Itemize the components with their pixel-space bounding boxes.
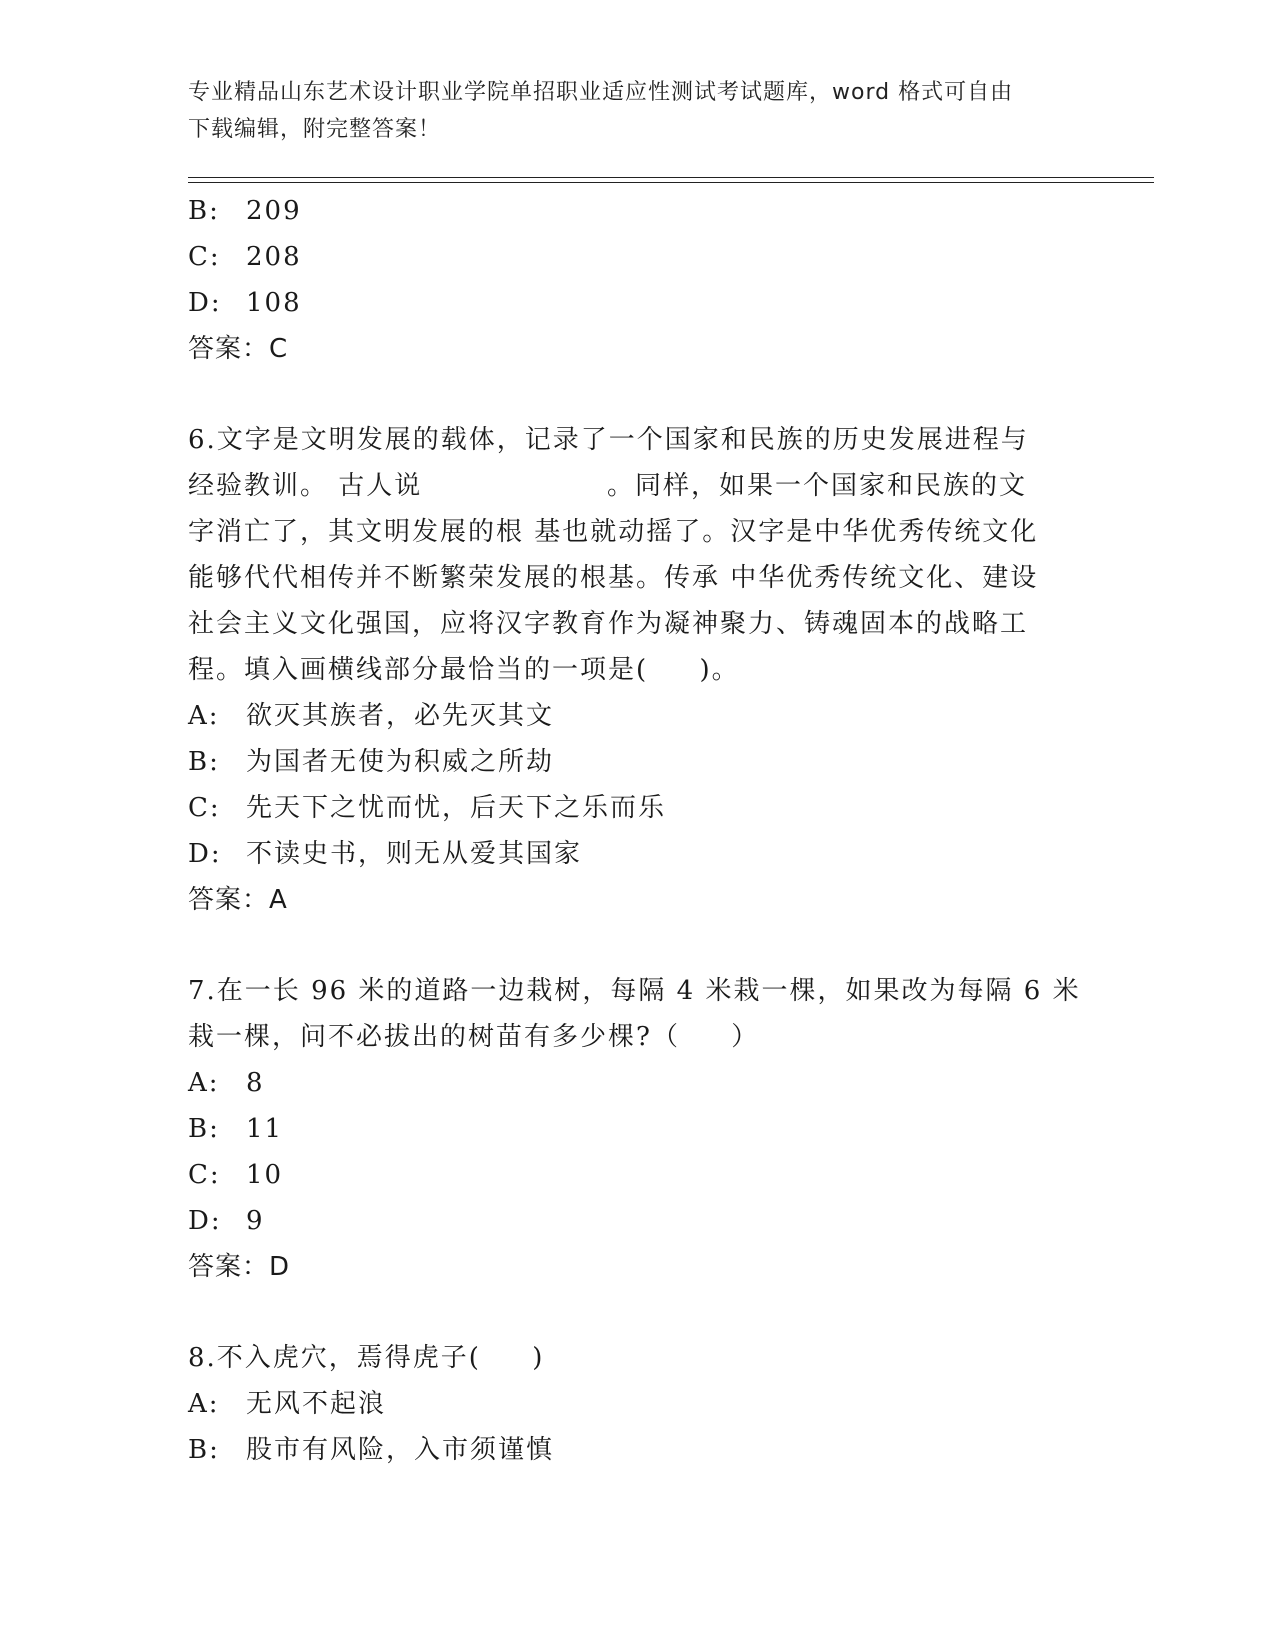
document-body — [188, 188, 1088, 1473]
answer-line: 答案：D — [188, 1252, 291, 1282]
header-divider-bottom — [188, 182, 1154, 183]
option-c — [188, 1152, 1088, 1198]
option-text: 9 — [246, 1206, 265, 1236]
question-5 — [188, 188, 1088, 372]
option-letter: B: — [188, 196, 220, 226]
option-text: 10 — [246, 1160, 284, 1190]
spacer — [188, 1290, 1088, 1335]
option-text: 为国者无使为积威之所劫 — [246, 747, 555, 777]
stem-line: 栽一棵，问不必拔出的树苗有多少棵?（ ） — [188, 1022, 760, 1052]
option-text: 108 — [246, 288, 302, 318]
header-line-2: 下载编辑，附完整答案！ — [188, 117, 442, 142]
option-letter: B: — [188, 747, 220, 777]
option-text: 无风不起浪 — [246, 1389, 387, 1419]
option-text: 209 — [246, 196, 302, 226]
header-line-1: 专业精品山东艺术设计职业学院单招职业适应性测试考试题库，word 格式可自由 — [188, 80, 1014, 105]
option-letter: C: — [188, 1160, 221, 1190]
option-text: 不读史书，则无从爱其国家 — [246, 839, 583, 869]
question-7 — [188, 968, 1088, 1290]
stem-line: 8.不入虎穴，焉得虎子( ) — [188, 1343, 545, 1373]
option-a — [188, 1381, 1088, 1427]
option-letter: D: — [188, 839, 222, 869]
option-letter: B: — [188, 1114, 220, 1144]
option-letter: A: — [188, 1389, 220, 1419]
question-stem — [188, 1335, 1088, 1381]
option-b — [188, 739, 1088, 785]
option-text: 股市有风险，入市须谨慎 — [246, 1435, 555, 1465]
stem-line: 程。填入画横线部分最恰当的一项是( )。 — [188, 655, 740, 685]
question-8 — [188, 1335, 1088, 1473]
option-d — [188, 1198, 1088, 1244]
option-c — [188, 234, 1088, 280]
answer-line: 答案：C — [188, 334, 289, 364]
stem-line: 能够代代相传并不断繁荣发展的根基。传承 中华优秀传统文化、建设 — [188, 563, 1039, 593]
option-letter: A: — [188, 1068, 220, 1098]
page-header — [188, 74, 1068, 148]
option-b — [188, 188, 1088, 234]
option-letter: C: — [188, 242, 221, 272]
option-text: 11 — [246, 1114, 284, 1144]
answer-line: 答案：A — [188, 885, 288, 915]
stem-line: 字消亡了，其文明发展的根 基也就动摇了。汉字是中华优秀传统文化 — [188, 517, 1039, 547]
option-a — [188, 693, 1088, 739]
spacer — [188, 923, 1088, 968]
header-divider-top — [188, 177, 1154, 178]
option-text: 先天下之忧而忧，后天下之乐而乐 — [246, 793, 667, 823]
option-text: 208 — [246, 242, 302, 272]
stem-line: 经验教训。 古人说 。同样，如果一个国家和民族的文 — [188, 471, 1028, 501]
option-text: 欲灭其族者，必先灭其文 — [246, 701, 555, 731]
option-letter: D: — [188, 1206, 222, 1236]
option-letter: C: — [188, 793, 221, 823]
option-letter: A: — [188, 701, 220, 731]
stem-line: 社会主义文化强国，应将汉字教育作为凝神聚力、铸魂固本的战略工 — [188, 609, 1029, 639]
stem-line: 7.在一长 96 米的道路一边栽树，每隔 4 米栽一棵，如果改为每隔 6 米 — [188, 976, 1081, 1006]
option-d — [188, 831, 1088, 877]
option-b — [188, 1427, 1088, 1473]
option-d — [188, 280, 1088, 326]
question-stem — [188, 417, 1088, 693]
question-6 — [188, 417, 1088, 923]
option-a — [188, 1060, 1088, 1106]
question-stem — [188, 968, 1088, 1060]
spacer — [188, 372, 1088, 417]
option-letter: D: — [188, 288, 222, 318]
stem-line: 6.文字是文明发展的载体，记录了一个国家和民族的历史发展进程与 — [188, 425, 1029, 455]
option-text: 8 — [246, 1068, 265, 1098]
option-b — [188, 1106, 1088, 1152]
option-letter: B: — [188, 1435, 220, 1465]
option-c — [188, 785, 1088, 831]
